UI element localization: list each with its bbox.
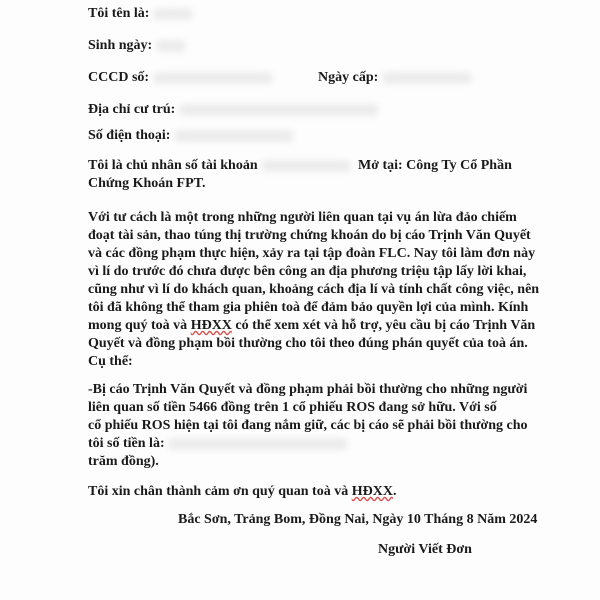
phone-label: Số điện thoại: <box>88 128 171 143</box>
body-line: và các đồng phạm thực hiện, xảy ra tại tập đoàn FLC. Nay tôi làm đơn này <box>88 246 536 261</box>
body-line: vì lí do trước đó chưa được bên công an địa phương triệu tập lấy lời khai, <box>88 264 527 279</box>
address-field <box>88 102 379 118</box>
redacted-issue-date <box>382 72 472 84</box>
redacted-account-number <box>261 160 351 172</box>
body-line: Quyết và đồng phạm bồi thường cho tôi theo đúng phán quyết của toà án. <box>88 336 528 351</box>
name-label: Tôi tên là: <box>88 6 150 21</box>
issue-date-label: Ngày cấp: <box>318 70 379 85</box>
dob-field <box>88 38 186 54</box>
thanks-end: . <box>392 484 397 499</box>
body-line: Với tư cách là một trong những người liên quan tại vụ án lừa đảo chiếm <box>88 210 517 225</box>
address-label: Địa chỉ cư trú: <box>88 102 176 117</box>
redacted-address <box>179 104 379 116</box>
hdxx-abbreviation: HĐXX <box>190 318 232 333</box>
phone-field <box>88 128 294 144</box>
claim-amount-label: tôi số tiền là: <box>88 436 165 451</box>
signer-title: Người Viết Đơn <box>378 542 472 557</box>
hdxx-abbreviation: HĐXX <box>351 484 393 499</box>
body-line: tôi đã không thể tham gia phiên toà để đảm bảo quyền lợi của mình. Kính <box>88 300 529 315</box>
cccd-field <box>88 70 273 86</box>
body-line: cũng như vì lí do khách quan, khoảng cách địa lí và tính chất công việc, nên <box>88 282 540 297</box>
body-line <box>88 318 535 334</box>
broker-name: Chứng Khoán FPT. <box>88 176 206 191</box>
claim-line: -Bị cáo Trịnh Văn Quyết và đồng phạm phải bồi thường cho những người <box>88 382 528 397</box>
claim-line: liên quan số tiền 5466 đồng trên 1 cổ phiếu ROS đang sở hữu. Với số <box>88 400 497 415</box>
thanks-text: Tôi xin chân thành cảm ơn quý quan toà và <box>88 484 352 499</box>
claim-line: trăm đồng). <box>88 454 159 469</box>
redacted-phone <box>174 130 294 142</box>
redacted-name <box>153 8 193 20</box>
account-opened-at: Mở tại: Công Ty Cổ Phần <box>358 158 512 173</box>
account-owner-text: Tôi là chủ nhân số tài khoản <box>88 158 258 173</box>
claim-line: cổ phiếu ROS hiện tại tôi đang nắm giữ, các bị cáo sẽ phải bồi thường cho <box>88 418 528 433</box>
body-line-part: có thể xem xét và hỗ trợ, yêu cầu bị cáo Trịnh Văn <box>231 318 536 333</box>
body-line: đoạt tài sản, thao túng thị trường chứng khoán do bị cáo Trịnh Văn Quyết <box>88 228 531 243</box>
body-line-part: mong quý toà và <box>88 318 191 333</box>
cccd-label: CCCD số: <box>88 70 150 85</box>
redacted-dob <box>156 40 186 52</box>
name-field <box>88 6 193 22</box>
redacted-cccd <box>153 72 273 84</box>
issue-date-field <box>318 70 472 86</box>
redacted-amount <box>168 438 348 450</box>
claim-line <box>88 436 348 452</box>
account-owner-line <box>88 158 351 174</box>
dob-label: Sinh ngày: <box>88 38 153 53</box>
body-line: Cụ thể: <box>88 354 133 369</box>
place-date: Bắc Sơn, Trảng Bom, Đồng Nai, Ngày 10 Tháng 8 Năm 2024 <box>178 512 538 527</box>
thanks-line <box>88 484 396 500</box>
